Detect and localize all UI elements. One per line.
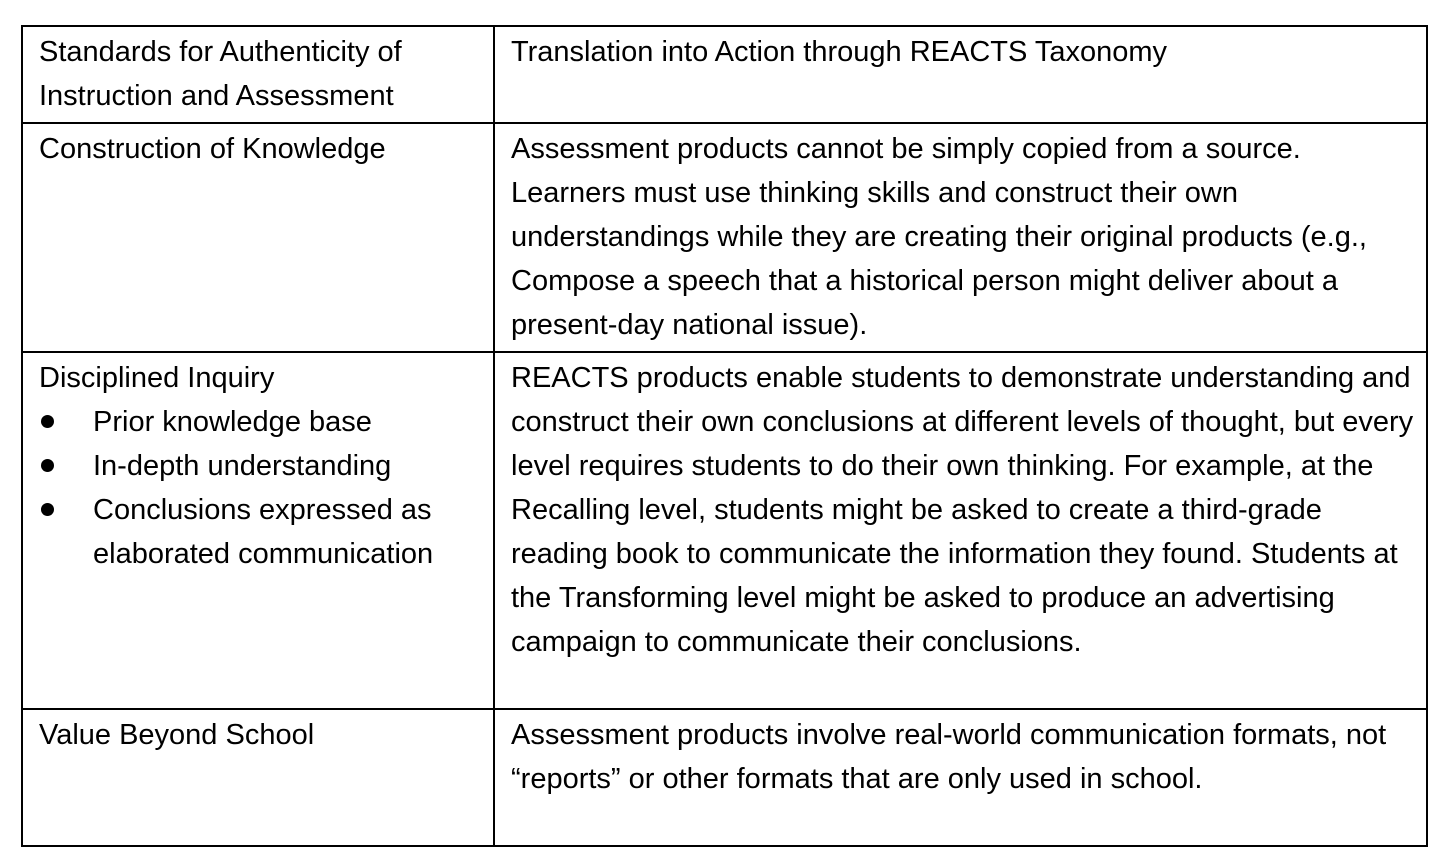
table-row [22, 709, 1427, 846]
bullet-text: Conclusions expressed as elaborated communication [93, 494, 434, 570]
table-row [22, 123, 1427, 352]
header-standards-text: Standards for Authenticity of Instruction and Assessment [39, 36, 402, 112]
bullet-icon [41, 503, 54, 516]
disciplined-inquiry-bullet-list [39, 400, 489, 576]
bullet-icon [41, 459, 54, 472]
bullet-text: Prior knowledge base [93, 406, 372, 438]
translation-construction-of-knowledge: Assessment products cannot be simply copied from a source. Learners must use thinking skills and construct their own understandings while they are creating their original products (e.g., Compose a speech that a historical person might deliver about a present-day national issue). [511, 133, 1367, 341]
table-row [22, 352, 1427, 709]
bullet-text: In-depth understanding [93, 450, 392, 482]
list-item [39, 488, 489, 576]
authenticity-standards-table [21, 25, 1428, 847]
standard-value-beyond-school: Value Beyond School [39, 719, 315, 751]
list-item [39, 444, 489, 488]
standard-cell [22, 123, 494, 352]
table-header-row [22, 26, 1427, 123]
list-item [39, 400, 489, 444]
translation-disciplined-inquiry: REACTS products enable students to demonstrate understanding and construct their own conclusions at different levels of thought, but every level requires students to do their own thinking. For example, at the Recalling level, students might be asked to create a third-grade reading book to communicate the information they found. Students at the Transforming level might be asked to produce an advertising campaign to communicate their conclusions. [511, 362, 1414, 658]
header-cell-standards [22, 26, 494, 123]
header-cell-translation [494, 26, 1427, 123]
standard-cell [22, 352, 494, 709]
translation-cell [494, 352, 1427, 709]
standard-cell [22, 709, 494, 846]
standard-construction-of-knowledge: Construction of Knowledge [39, 133, 386, 165]
translation-cell [494, 123, 1427, 352]
bullet-icon [41, 415, 54, 428]
translation-cell [494, 709, 1427, 846]
standard-disciplined-inquiry: Disciplined Inquiry [39, 362, 275, 394]
translation-value-beyond-school: Assessment products involve real-world communication formats, not “reports” or other formats that are only used in school. [511, 719, 1387, 795]
header-translation-text: Translation into Action through REACTS Taxonomy [511, 36, 1168, 68]
